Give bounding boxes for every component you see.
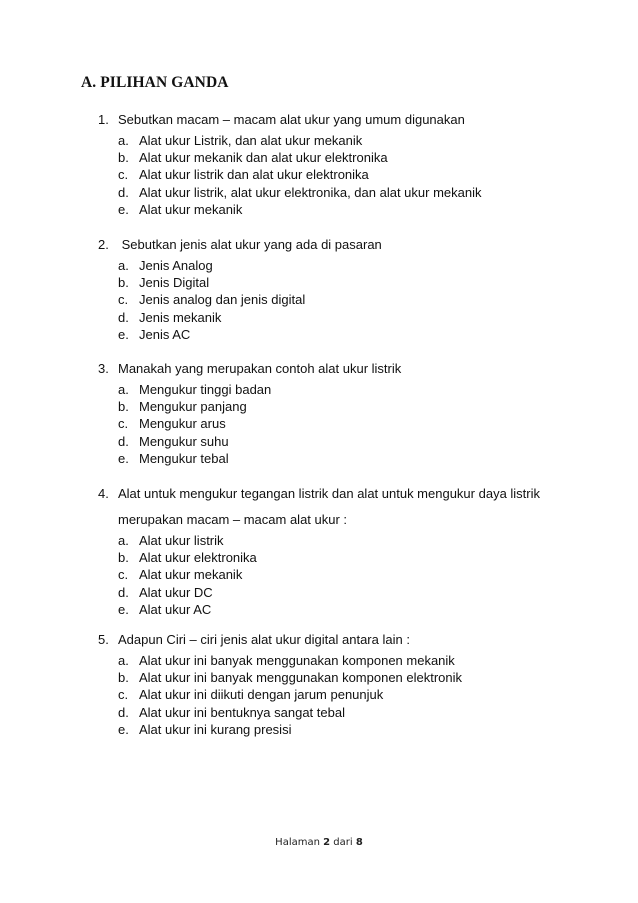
question-number: 4. — [98, 486, 109, 501]
option-letter: c. — [118, 416, 129, 432]
option-letter: a. — [118, 653, 129, 668]
option-b — [118, 669, 558, 686]
option-d — [118, 433, 558, 450]
option-letter: a. — [118, 133, 129, 148]
option-letter: b. — [118, 275, 129, 291]
option-d — [118, 309, 558, 326]
option-a — [118, 132, 558, 149]
option-text: Alat ukur listrik, alat ukur elektronika, dan alat ukur mekanik — [139, 184, 482, 200]
option-letter: e. — [118, 721, 129, 737]
option-text: Alat ukur ini banyak menggunakan komponen mekanik — [139, 653, 455, 668]
option-letter: e. — [118, 601, 129, 617]
question-text-line-2: merupakan macam – macam alat ukur : — [118, 512, 348, 527]
section-title: A. PILIHAN GANDA — [81, 74, 229, 91]
option-text: Mengukur panjang — [139, 399, 247, 415]
option-e — [118, 450, 558, 467]
option-text: Alat ukur DC — [139, 584, 213, 600]
option-letter: d. — [118, 704, 129, 720]
question-text: Sebutkan jenis alat ukur yang ada di pasaran — [118, 237, 382, 252]
option-b — [118, 149, 558, 166]
question-5 — [98, 631, 558, 738]
option-a — [118, 257, 558, 274]
question-3 — [98, 360, 558, 467]
question-text — [118, 485, 558, 528]
footer-separator: dari — [333, 837, 353, 848]
option-c — [118, 291, 558, 308]
option-text: Alat ukur elektronika — [139, 550, 257, 566]
question-number: 5. — [98, 632, 109, 647]
option-text: Mengukur tinggi badan — [139, 382, 272, 397]
footer-total-pages: 8 — [355, 837, 363, 848]
option-a — [118, 381, 558, 398]
option-b — [118, 398, 558, 415]
option-text: Alat ukur ini kurang presisi — [139, 721, 292, 737]
option-text: Jenis analog dan jenis digital — [139, 292, 306, 308]
question-4 — [98, 485, 558, 618]
option-text: Alat ukur ini banyak menggunakan komponen elektronik — [139, 670, 463, 686]
option-c — [118, 166, 558, 183]
question-number: 2. — [98, 237, 109, 252]
option-letter: b. — [118, 550, 129, 566]
option-list — [118, 257, 558, 343]
option-letter: d. — [118, 433, 129, 449]
option-letter: a. — [118, 382, 129, 397]
option-text: Mengukur tebal — [139, 450, 229, 466]
option-d — [118, 584, 558, 601]
footer-current-page: 2 — [323, 837, 331, 848]
page-footer — [0, 837, 638, 848]
question-text: Adapun Ciri – ciri jenis alat ukur digital antara lain : — [118, 632, 410, 647]
option-letter: b. — [118, 670, 129, 686]
option-text: Alat ukur listrik dan alat ukur elektronika — [139, 167, 369, 183]
option-letter: c. — [118, 292, 129, 308]
option-text: Alat ukur mekanik — [139, 567, 243, 583]
option-c — [118, 415, 558, 432]
option-text: Alat ukur listrik — [139, 533, 224, 548]
question-2 — [98, 236, 558, 343]
option-e — [118, 601, 558, 618]
option-b — [118, 549, 558, 566]
question-1 — [98, 111, 558, 218]
question-number: 3. — [98, 361, 109, 376]
option-e — [118, 326, 558, 343]
option-text: Alat ukur AC — [139, 601, 212, 617]
option-e — [118, 721, 558, 738]
option-letter: c. — [118, 167, 129, 183]
option-b — [118, 274, 558, 291]
option-letter: e. — [118, 326, 129, 342]
option-letter: b. — [118, 150, 129, 166]
option-letter: a. — [118, 533, 129, 548]
option-letter: d. — [118, 584, 129, 600]
option-letter: b. — [118, 399, 129, 415]
option-text: Jenis mekanik — [139, 309, 222, 325]
option-text: Jenis Digital — [139, 275, 210, 291]
option-list — [118, 381, 558, 467]
option-text: Alat ukur ini bentuknya sangat tebal — [139, 704, 345, 720]
option-text: Alat ukur Listrik, dan alat ukur mekanik — [139, 133, 363, 148]
option-letter: e. — [118, 450, 129, 466]
option-text: Mengukur suhu — [139, 433, 229, 449]
option-a — [118, 652, 558, 669]
option-a — [118, 532, 558, 549]
option-letter: c. — [118, 567, 129, 583]
option-c — [118, 566, 558, 583]
option-text: Alat ukur mekanik dan alat ukur elektronika — [139, 150, 388, 166]
question-number: 1. — [98, 112, 109, 127]
option-text: Jenis AC — [139, 326, 191, 342]
option-list — [118, 652, 558, 738]
option-list — [118, 532, 558, 618]
option-c — [118, 686, 558, 703]
footer-prefix: Halaman — [275, 837, 320, 848]
option-list — [118, 132, 558, 218]
option-letter: d. — [118, 309, 129, 325]
option-e — [118, 201, 558, 218]
option-letter: e. — [118, 201, 129, 217]
option-letter: a. — [118, 258, 129, 273]
question-text: Sebutkan macam – macam alat ukur yang umum digunakan — [118, 112, 465, 127]
option-text: Mengukur arus — [139, 416, 226, 432]
option-letter: c. — [118, 687, 129, 703]
option-d — [118, 184, 558, 201]
question-text-line-1: Alat untuk mengukur tegangan listrik dan alat untuk mengukur daya listrik — [118, 486, 541, 501]
option-text: Alat ukur ini diikuti dengan jarum penunjuk — [139, 687, 384, 703]
option-text: Jenis Analog — [139, 258, 213, 273]
option-d — [118, 704, 558, 721]
option-letter: d. — [118, 184, 129, 200]
question-text: Manakah yang merupakan contoh alat ukur listrik — [118, 361, 402, 376]
option-text: Alat ukur mekanik — [139, 201, 243, 217]
